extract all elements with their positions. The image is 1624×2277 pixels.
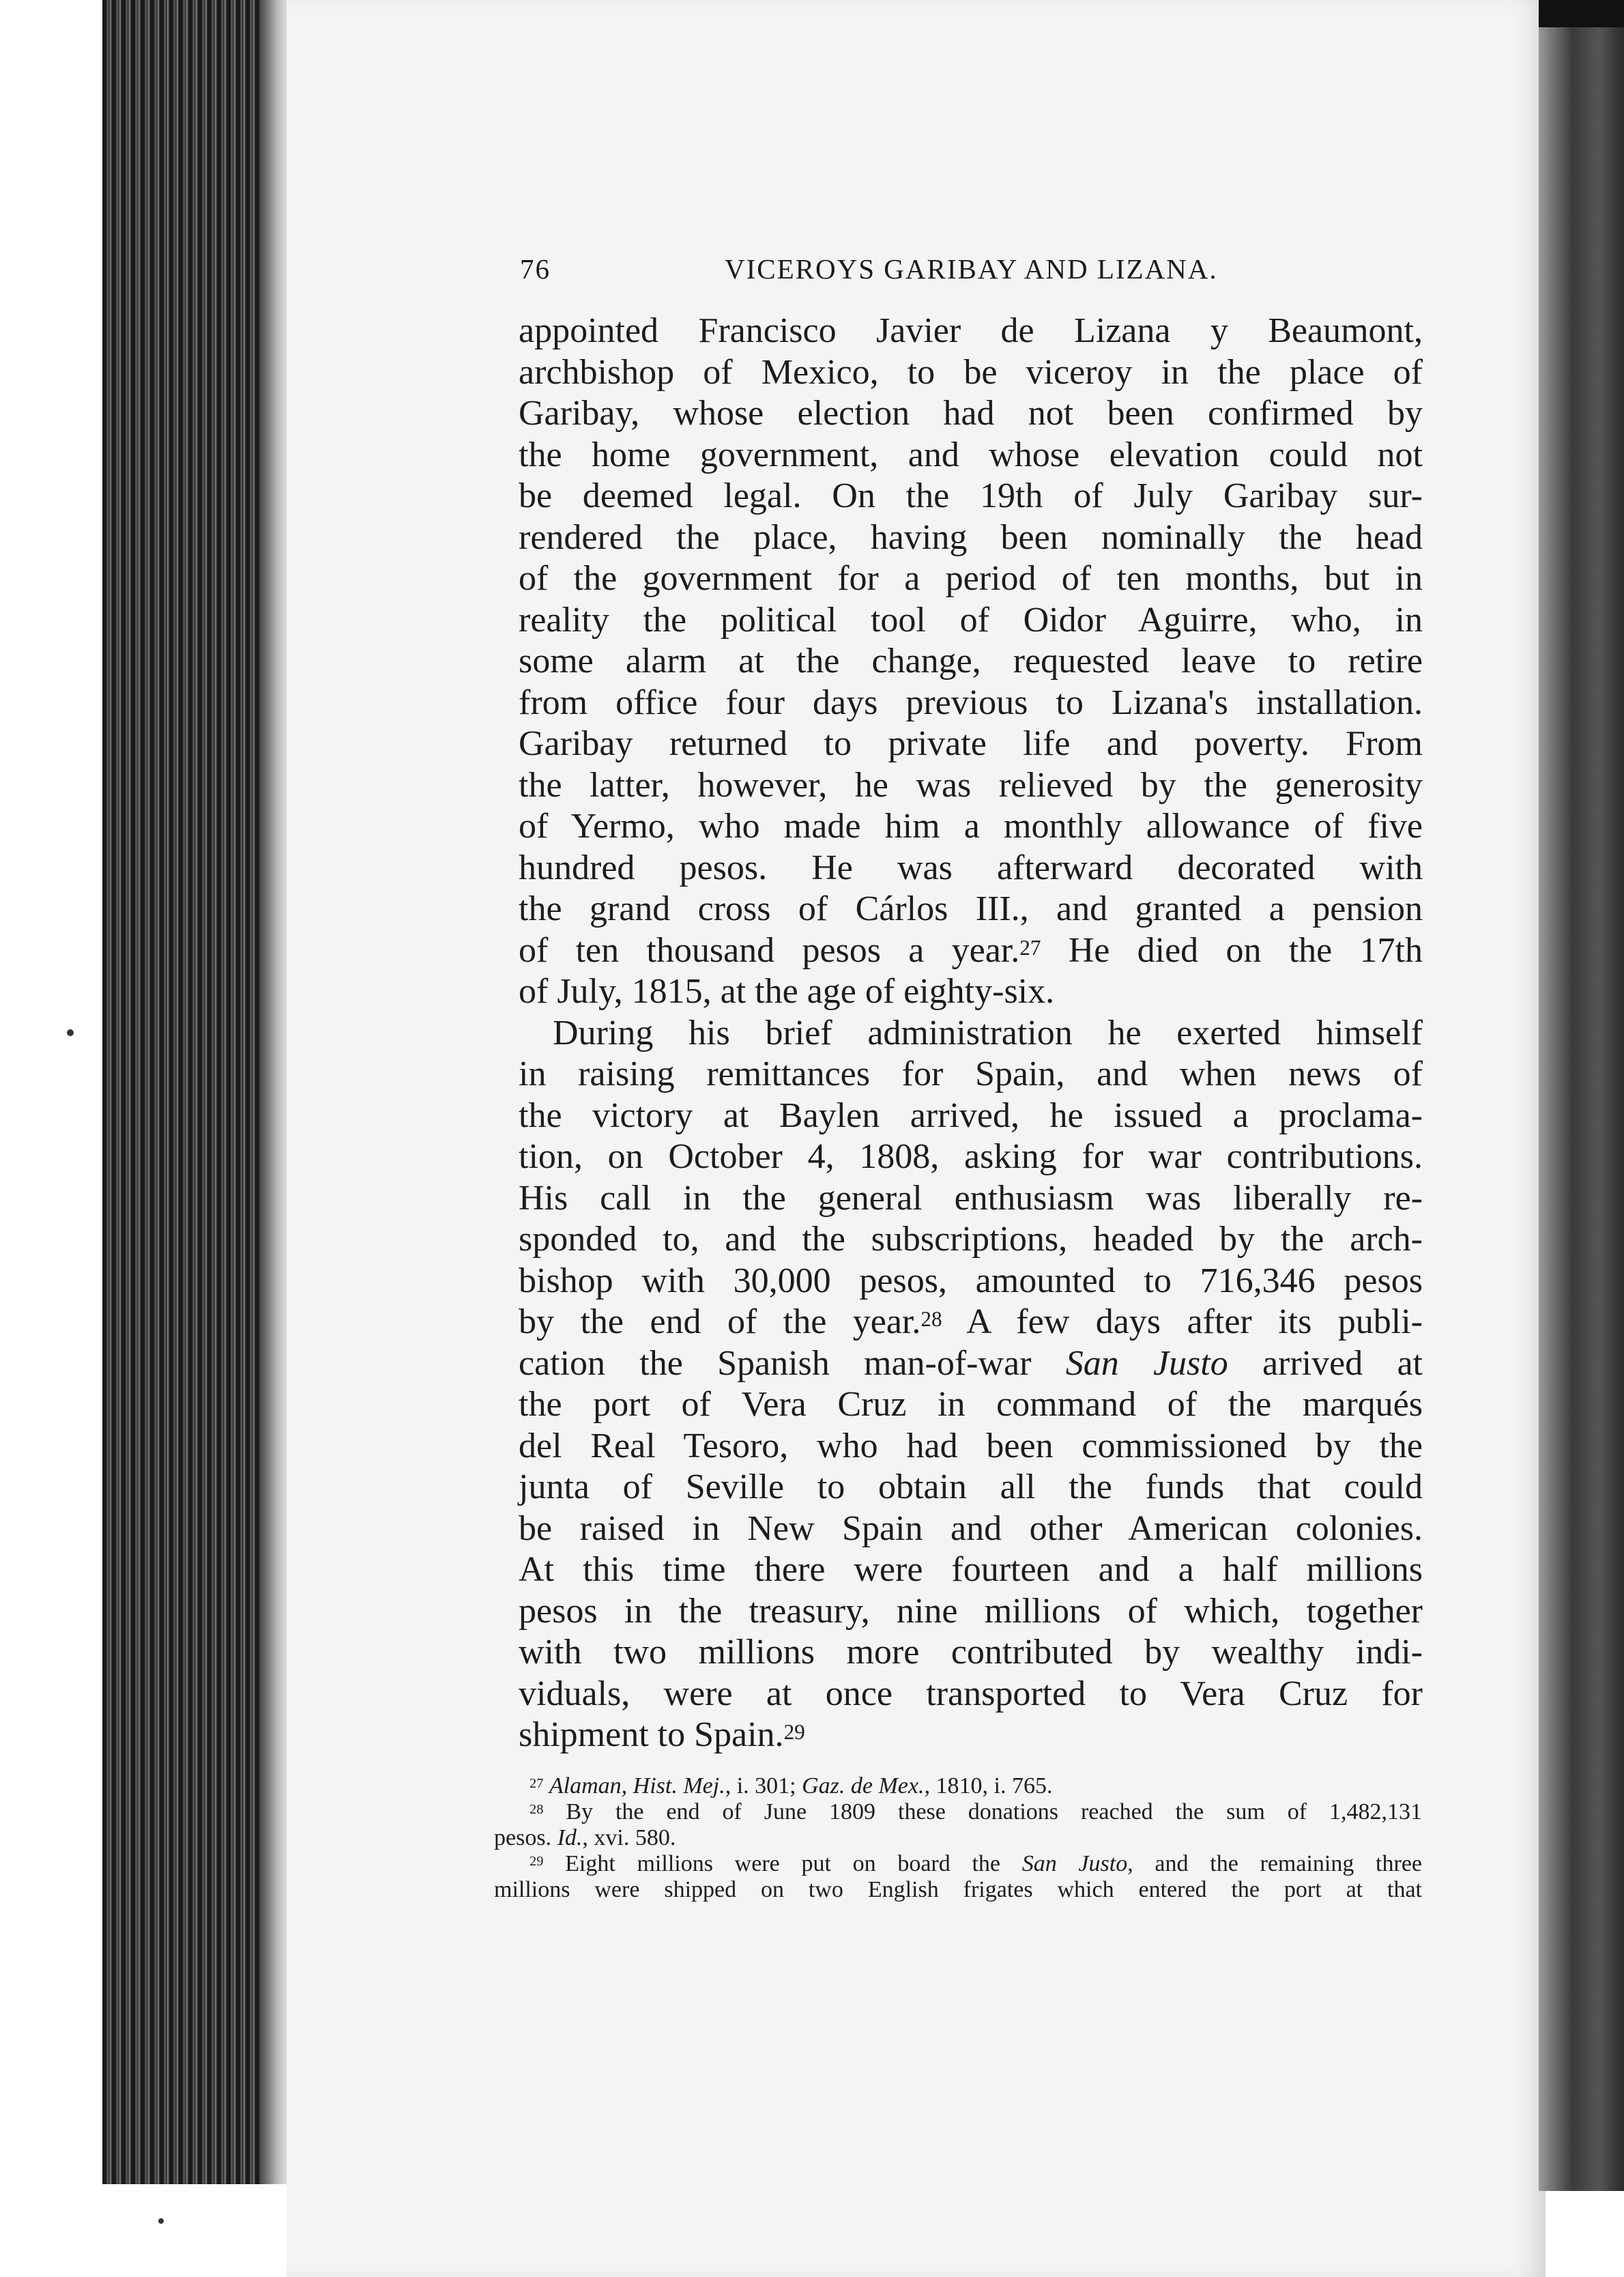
scan-border — [0, 0, 102, 2277]
text-line: in raising remittances for Spain, and when news of — [519, 1055, 1423, 1093]
citation-italic: Alaman, Hist. Mej. — [549, 1773, 725, 1799]
text-line — [519, 1302, 1423, 1343]
footnote-number: 27 — [530, 1776, 544, 1791]
text-line: be raised in New Spain and other American colonies. — [519, 1508, 1423, 1548]
text-run: , and the remaining three — [1127, 1851, 1423, 1876]
text-run: shipment to Spain. — [519, 1715, 784, 1754]
text-line: the port of Vera Cruz in command of the marqués — [519, 1385, 1423, 1424]
text-line — [519, 1715, 1423, 1756]
footnote-29 — [494, 1851, 1422, 1877]
text-line: hundred pesos. He was afterward decorated with — [519, 848, 1423, 887]
footnote-27 — [494, 1773, 1422, 1799]
text-run: , xvi. 580. — [582, 1825, 676, 1850]
text-run: By the end of June 1809 these donations reached the sum of 1,482,131 — [566, 1799, 1422, 1824]
footnote-29-cont: millions were shipped on two English frigates which entered the port at that — [494, 1877, 1422, 1902]
text-run: cation the Spanish man-of-war — [519, 1343, 1066, 1383]
text-run: , 1810, i. 765. — [924, 1773, 1053, 1799]
text-run: Eight millions were put on board the — [565, 1851, 1022, 1876]
text-line: some alarm at the change, requested leave to retire — [519, 642, 1423, 681]
text-line: of the government for a period of ten months, but in — [519, 559, 1423, 598]
text-line: Garibay returned to private life and poverty. From — [519, 724, 1423, 763]
text-line — [519, 1343, 1423, 1385]
text-run: arrived at — [1228, 1343, 1423, 1383]
text-line: bishop with 30,000 pesos, amounted to 716,346 pesos — [519, 1261, 1423, 1300]
text-run: A few days after its publi- — [942, 1302, 1423, 1341]
body-text — [519, 311, 1423, 1756]
text-line: tion, on October 4, 1808, asking for war contributions. — [519, 1137, 1423, 1176]
footnote-ref-29: 29 — [783, 1720, 805, 1744]
text-line: of Yermo, who made him a monthly allowance of five — [519, 807, 1423, 846]
text-line: During his brief administration he exerted himself — [553, 1013, 1423, 1052]
text-line: the home government, and whose elevation could not — [519, 435, 1423, 474]
citation-italic: Id. — [557, 1825, 583, 1850]
text-line: His call in the general enthusiasm was liberally re- — [519, 1178, 1423, 1218]
text-run: of ten thousand pesos a year. — [519, 930, 1020, 970]
text-line: pesos in the treasury, nine millions of which, together — [519, 1591, 1423, 1631]
book-page-edges-right — [1539, 27, 1624, 2191]
text-run: by the end of the year. — [519, 1302, 921, 1341]
text-line: del Real Tesoro, who had been commissioned by the — [519, 1426, 1423, 1465]
text-line: Garibay, whose election had not been confirmed by — [519, 394, 1423, 433]
gutter-shadow — [259, 0, 290, 2184]
scan-speck — [67, 1029, 74, 1036]
text-line: sponded to, and the subscriptions, headed by the arch- — [519, 1220, 1423, 1259]
text-line: reality the political tool of Oidor Aguirre, who, in — [519, 600, 1423, 640]
running-head — [520, 253, 1421, 293]
chapter-running-title: VICEROYS GARIBAY AND LIZANA. — [725, 253, 1218, 285]
footnote-number: 29 — [530, 1854, 544, 1869]
ship-name-italic: San Justo — [1065, 1343, 1228, 1383]
text-run: , i. 301; — [725, 1773, 802, 1799]
text-line: rendered the place, having been nominally the head — [519, 517, 1423, 557]
footnote-28-cont — [494, 1825, 1422, 1851]
text-line: from office four days previous to Lizana's installation. — [519, 683, 1423, 722]
footnote-ref-28: 28 — [920, 1307, 942, 1331]
text-line: At this time there were fourteen and a half millions — [519, 1550, 1423, 1589]
text-line: viduals, were at once transported to Vera Cruz for — [519, 1674, 1423, 1713]
footnote-28 — [494, 1799, 1422, 1825]
text-line: archbishop of Mexico, to be viceroy in the place of — [519, 352, 1423, 392]
text-line: be deemed legal. On the 19th of July Garibay sur- — [519, 476, 1423, 515]
text-run: He died on the 17th — [1041, 930, 1423, 970]
text-run: pesos. — [494, 1825, 557, 1850]
page-number: 76 — [520, 253, 551, 285]
text-line: junta of Seville to obtain all the funds that could — [519, 1467, 1423, 1506]
footnotes — [494, 1773, 1422, 1903]
scan-speck — [158, 2218, 164, 2224]
text-line: appointed Francisco Javier de Lizana y Beaumont, — [519, 311, 1423, 350]
footnote-ref-27: 27 — [1019, 935, 1041, 960]
citation-italic: Gaz. de Mex. — [802, 1773, 925, 1799]
text-line: of July, 1815, at the age of eighty-six. — [519, 972, 1055, 1011]
text-line — [519, 930, 1423, 972]
text-line: the latter, however, he was relieved by the generosity — [519, 765, 1423, 805]
text-line: the victory at Baylen arrived, he issued a proclama- — [519, 1095, 1423, 1135]
text-line: with two millions more contributed by wealthy indi- — [519, 1633, 1423, 1672]
ship-name-italic: San Justo — [1021, 1851, 1128, 1876]
text-line: the grand cross of Cárlos III., and granted a pension — [519, 889, 1423, 928]
footnote-number: 28 — [530, 1802, 544, 1817]
